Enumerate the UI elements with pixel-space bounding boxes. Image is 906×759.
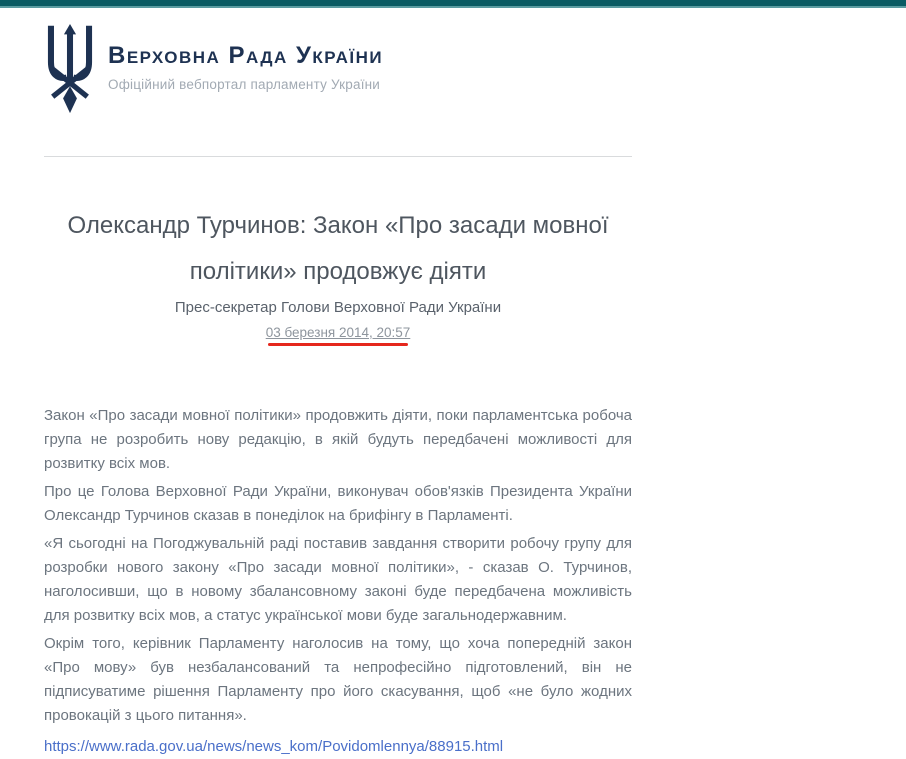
- source-link[interactable]: https://www.rada.gov.ua/news/news_kom/Povidomlennya/88915.html: [44, 738, 504, 755]
- top-accent-bar: [0, 0, 906, 8]
- article: [44, 203, 632, 759]
- header-divider: [44, 156, 632, 157]
- brand-block: [108, 42, 383, 92]
- article-date-row: [44, 324, 632, 342]
- article-paragraph: Про це Голова Верховної Ради України, виконувач обов'язків Президента України Олександр Турчинов сказав в понеділок на брифінгу в Парламенті.: [44, 483, 632, 524]
- article-byline: Прес-секретар Голови Верховної Ради України: [174, 299, 502, 316]
- red-underline-annotation: [268, 343, 408, 347]
- article-title: Олександр Турчинов: Закон «Про засади мовної політики» продовжує діяти: [67, 212, 609, 285]
- article-paragraph: Закон «Про засади мовної політики» продовжить діяти, поки парламентська робоча група не розробить нову редакцію, в якій будуть передбачені можливості для розвитку всіх мов.: [44, 407, 632, 472]
- article-date: 03 березня 2014, 20:57: [266, 325, 411, 340]
- site-header: [0, 8, 906, 156]
- brand-title[interactable]: Верховна Рада України: [108, 42, 384, 69]
- article-paragraph: Окрім того, керівник Парламенту наголосив на тому, що хоча попередній закон «Про мову» був незбалансований та непрофесійно підготовлений, він не підписуватиме рішення Парламенту про його скасування, щоб «не було жодних провокацій з цього питання».: [44, 635, 632, 724]
- brand-subtitle: Офіційний вебпортал парламенту України: [108, 77, 381, 92]
- tryzub-trident-icon[interactable]: [43, 24, 97, 119]
- article-body: [44, 404, 632, 759]
- article-paragraph: «Я сьогодні на Погоджувальній раді поставив завдання створити робочу групу для розробки нового закону «Про засади мовної політики», - сказав О. Турчинов, наголосивши, що в новому збалансовному законі буде передбачена можливість для розвитку всіх мов, а статус української мови буде загальнодержавним.: [44, 535, 632, 624]
